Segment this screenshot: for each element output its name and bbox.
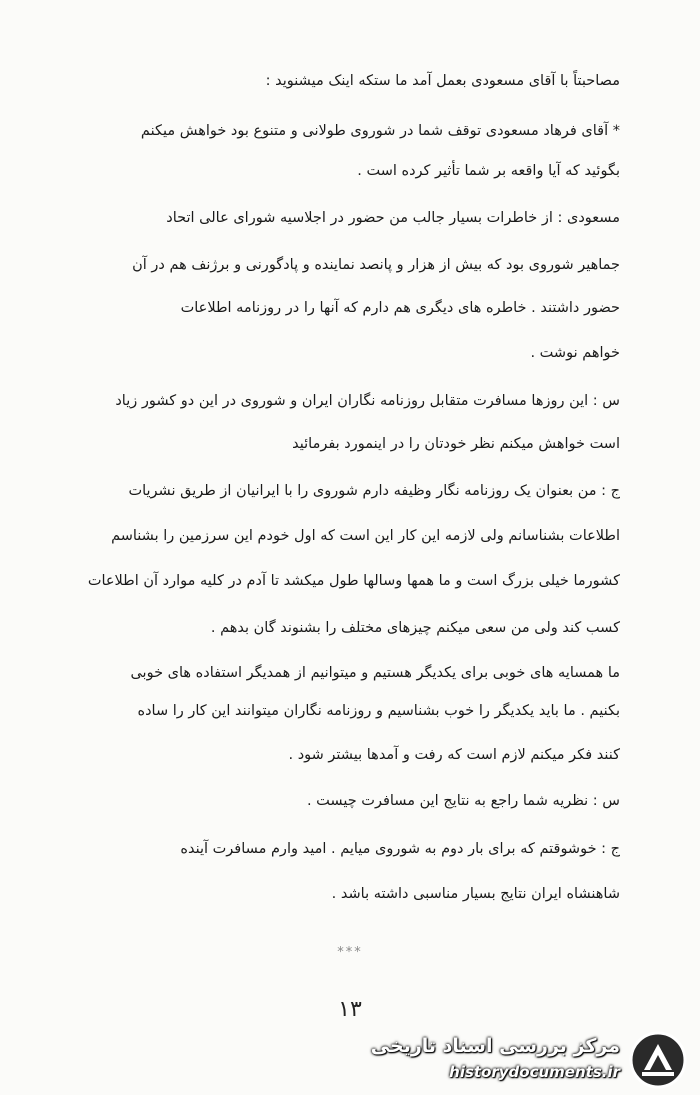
text-line: بگوئید که آیا واقعه بر شما تأثیر کرده است .: [357, 163, 620, 179]
text-line: بکنیم . ما باید یکدیگر را خوب بشناسیم و روزنامه نگاران میتوانند این کار را ساده: [137, 703, 620, 719]
text-line: ج : خوشوقتم که برای بار دوم به شوروی میایم . امید وارم مسافرت آینده: [180, 841, 620, 857]
text-line: خواهم نوشت .: [530, 345, 620, 361]
text-line: مسعودی : از خاطرات بسیار جالب من حضور در اجلاسیه شورای عالی اتحاد: [166, 210, 620, 226]
text-line: مصاحبتاً با آقای مسعودی بعمل آمد ما ستکه اینک میشنوید :: [265, 73, 620, 89]
text-line: جماهیر شوروی بود که بیش از هزار و پانصد نماینده و پادگورنی و برژنف هم در آن: [132, 257, 620, 273]
text-line: است خواهش میکنم نظر خودتان را در اینمورد بفرمائید: [292, 436, 620, 452]
text-line: ما همسایه های خوبی برای یکدیگر هستیم و میتوانیم از همدیگر استفاده های خوبی: [130, 665, 620, 681]
text-line: حضور داشتند . خاطره های دیگری هم دارم که آنها را در روزنامه اطلاعات: [180, 300, 620, 316]
text-line: کنند فکر میکنم لازم است که رفت و آمدها بیشتر شود .: [288, 747, 620, 763]
archive-brand-name: مرکز بررسی اسناد تاریخی: [370, 1035, 620, 1057]
text-line: س : نظریه شما راجع به نتایج این مسافرت چیست .: [306, 793, 620, 809]
section-separator: ***: [337, 945, 363, 960]
page-number: ۱۳: [338, 997, 362, 1022]
text-line: * آقای فرهاد مسعودی توقف شما در شوروی طولانی و متنوع بود خواهش میکنم: [140, 123, 620, 139]
archive-website: historydocuments.ir: [449, 1063, 620, 1081]
text-line: ج : من بعنوان یک روزنامه نگار وظیفه دارم شوروی را با ایرانیان از طریق نشریات: [128, 483, 620, 499]
text-line: کشورما خیلی بزرگ است و ما همها وسالها طول میکشد تا آدم در کلیه موارد آن اطلاعات: [87, 573, 620, 589]
text-line: کسب کند ولی من سعی میکنم چیزهای مختلف را بشنوند گان بدهم .: [210, 620, 620, 636]
text-line: اطلاعات بشناسانم ولی لازمه این کار این است که اول خودم این سرزمین را بشناسم: [111, 528, 620, 544]
text-line: شاهنشاه ایران نتایج بسیار مناسبی داشته باشد .: [331, 886, 620, 902]
text-line: س : این روزها مسافرت متقابل روزنامه نگاران ایران و شوروی در این دو کشور زیاد: [115, 393, 620, 409]
